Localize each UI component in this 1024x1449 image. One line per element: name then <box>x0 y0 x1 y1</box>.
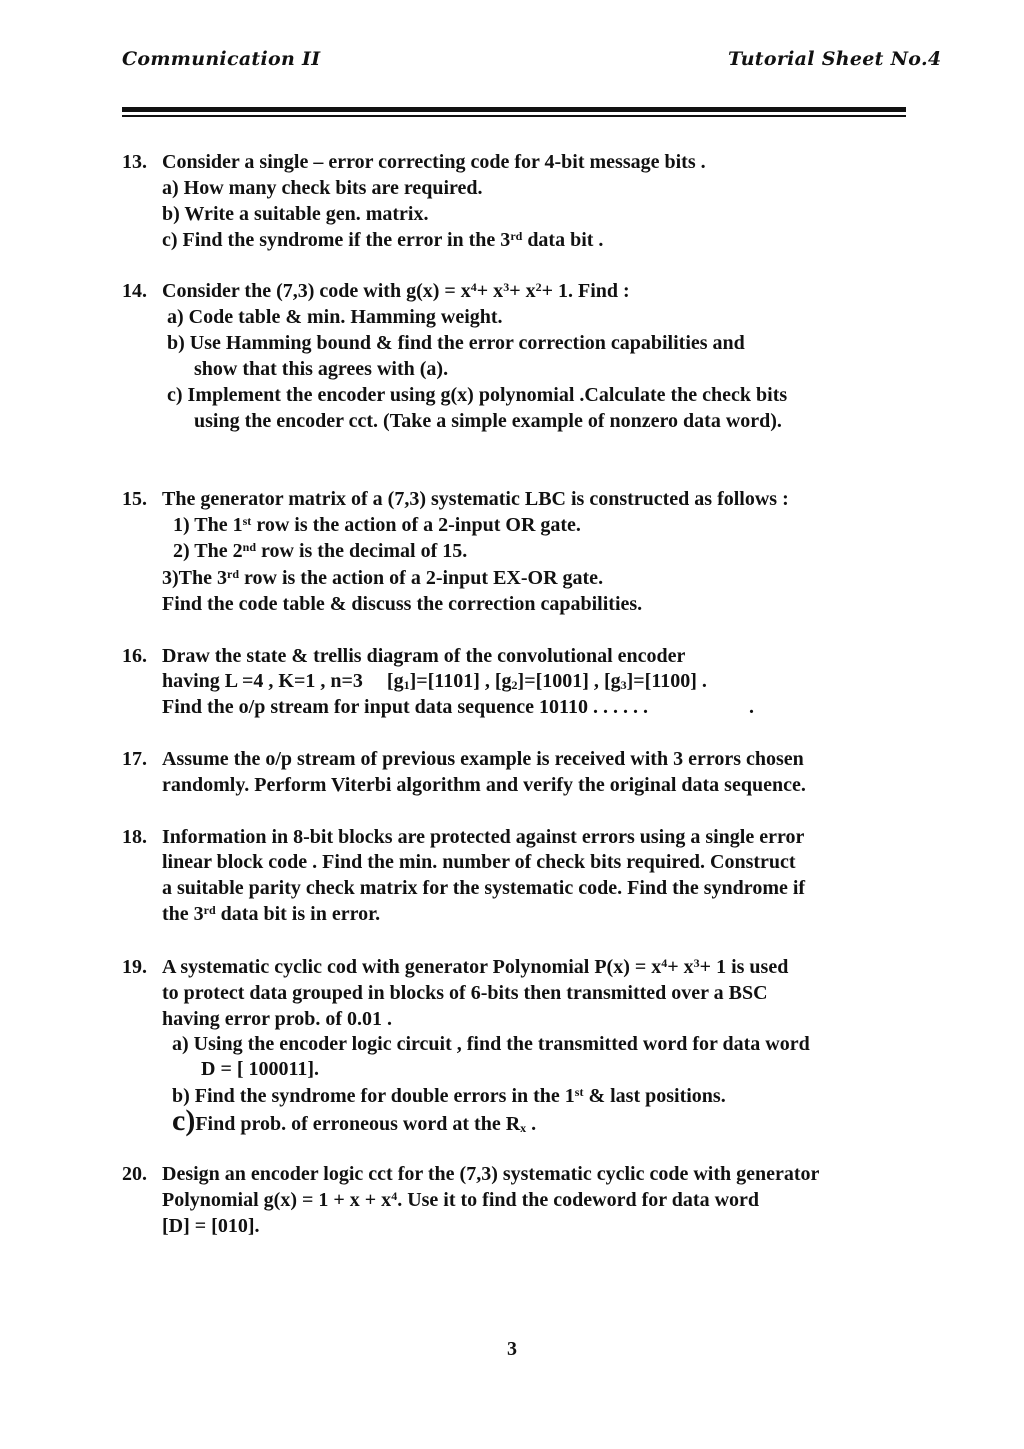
problem-14-part-b-cont: show that this agrees with (a). <box>194 358 449 380</box>
problem-14-part-c-cont: using the encoder cct. (Take a simple example of nonzero data word). <box>194 410 782 432</box>
problem-19-number: 19. <box>122 956 147 978</box>
problem-19-part-b: b) Find the syndrome for double errors in the 1st & last positions. <box>172 1085 726 1107</box>
problem-15-line: The generator matrix of a (7,3) systematic LBC is constructed as follows : <box>162 488 789 510</box>
problem-18-line: Information in 8-bit blocks are protected against errors using a single error <box>162 826 805 848</box>
problem-13-part-c: c) Find the syndrome if the error in the 3rd data bit . <box>162 229 604 251</box>
problem-20-line-2: Polynomial $g(x) = 1 + x + x^4$. Use it to find the codeword for data word <box>162 1189 760 1211</box>
problem-13-number: 13. <box>122 151 147 173</box>
problem-14-part-a: a) Code table & min. Hamming weight. <box>167 306 503 328</box>
problem-15-item-2: 2) The 2nd row is the decimal of 15. <box>173 540 468 562</box>
problem-17-line-2: randomly. Perform Viterbi algorithm and verify the original data sequence. <box>162 774 806 796</box>
header-right-title: Tutorial Sheet No.4 <box>728 48 942 70</box>
problem-16-line: Draw the state & trellis diagram of the convolutional encoder <box>162 645 686 667</box>
problem-15-item-1: 1) The 1st row is the action of a 2-input OR gate. <box>173 514 581 536</box>
problem-19-part-a: a) Using the encoder logic circuit , find the transmitted word for data word <box>172 1033 810 1055</box>
problem-18-number: 18. <box>122 826 147 848</box>
problem-13-part-a: a) How many check bits are required. <box>162 177 483 199</box>
problem-17-number: 17. <box>122 748 147 770</box>
problem-19-part-c: c)Find prob. of erroneous word at the $R_x$ . <box>172 1104 537 1137</box>
problem-15-number: 15. <box>122 488 147 510</box>
problem-18-line-2: linear block code . Find the min. number of check bits required. Construct <box>162 851 796 873</box>
page-number: 3 <box>507 1338 517 1360</box>
problem-19-line-3: having error prob. of 0.01 . <box>162 1008 393 1030</box>
problem-15-line-5: Find the code table & discuss the correction capabilities. <box>162 593 643 615</box>
header-left-title: Communication II <box>122 48 321 70</box>
problem-14-number: 14. <box>122 280 147 302</box>
header-divider-thin <box>122 115 906 117</box>
problem-17-line: Assume the o/p stream of previous example is received with 3 errors chosen <box>162 748 804 770</box>
problem-14-part-c: c) Implement the encoder using g(x) polynomial .Calculate the check bits <box>167 384 788 406</box>
problem-16-trailing-dot: . <box>749 696 754 718</box>
problem-19-line-2: to protect data grouped in blocks of 6-bits then transmitted over a BSC <box>162 982 768 1004</box>
problem-14-part-b: b) Use Hamming bound & find the error correction capabilities and <box>167 332 745 354</box>
problem-16-number: 16. <box>122 645 147 667</box>
problem-13-line: Consider a single – error correcting code for 4-bit message bits . <box>162 151 706 173</box>
problem-16-params: having L =4 , K=1 , n=3 $[g_1]=[1101]$ , $[g_2]=[1001]$ , $[g_3]=[1100]$ . <box>162 670 707 692</box>
problem-19-part-a-cont: D = [ 100011]. <box>201 1058 320 1080</box>
problem-20-line-3: [D] = [010]. <box>162 1215 260 1237</box>
problem-16-line-3: Find the o/p stream for input data sequence 10110 . . . . . . <box>162 696 648 718</box>
problem-20-line: Design an encoder logic cct for the (7,3) systematic cyclic code with generator <box>162 1163 820 1185</box>
problem-13-part-b: b) Write a suitable gen. matrix. <box>162 203 429 225</box>
problem-19-line: A systematic cyclic cod with generator Polynomial $P(x) = x^4+ x^3+ 1$ is used <box>162 956 789 978</box>
problem-18-line-4: the 3rd data bit is in error. <box>162 903 381 925</box>
problem-15-item-3: 3)The 3rd row is the action of a 2-input EX-OR gate. <box>162 567 604 589</box>
problem-14-line: Consider the (7,3) code with $g(x) = x^4+ x^3+ x^2+ 1$. Find : <box>162 280 630 302</box>
problem-18-line-3: a suitable parity check matrix for the systematic code. Find the syndrome if <box>162 877 806 899</box>
problem-20-number: 20. <box>122 1163 147 1185</box>
header-divider-thick <box>122 107 906 112</box>
